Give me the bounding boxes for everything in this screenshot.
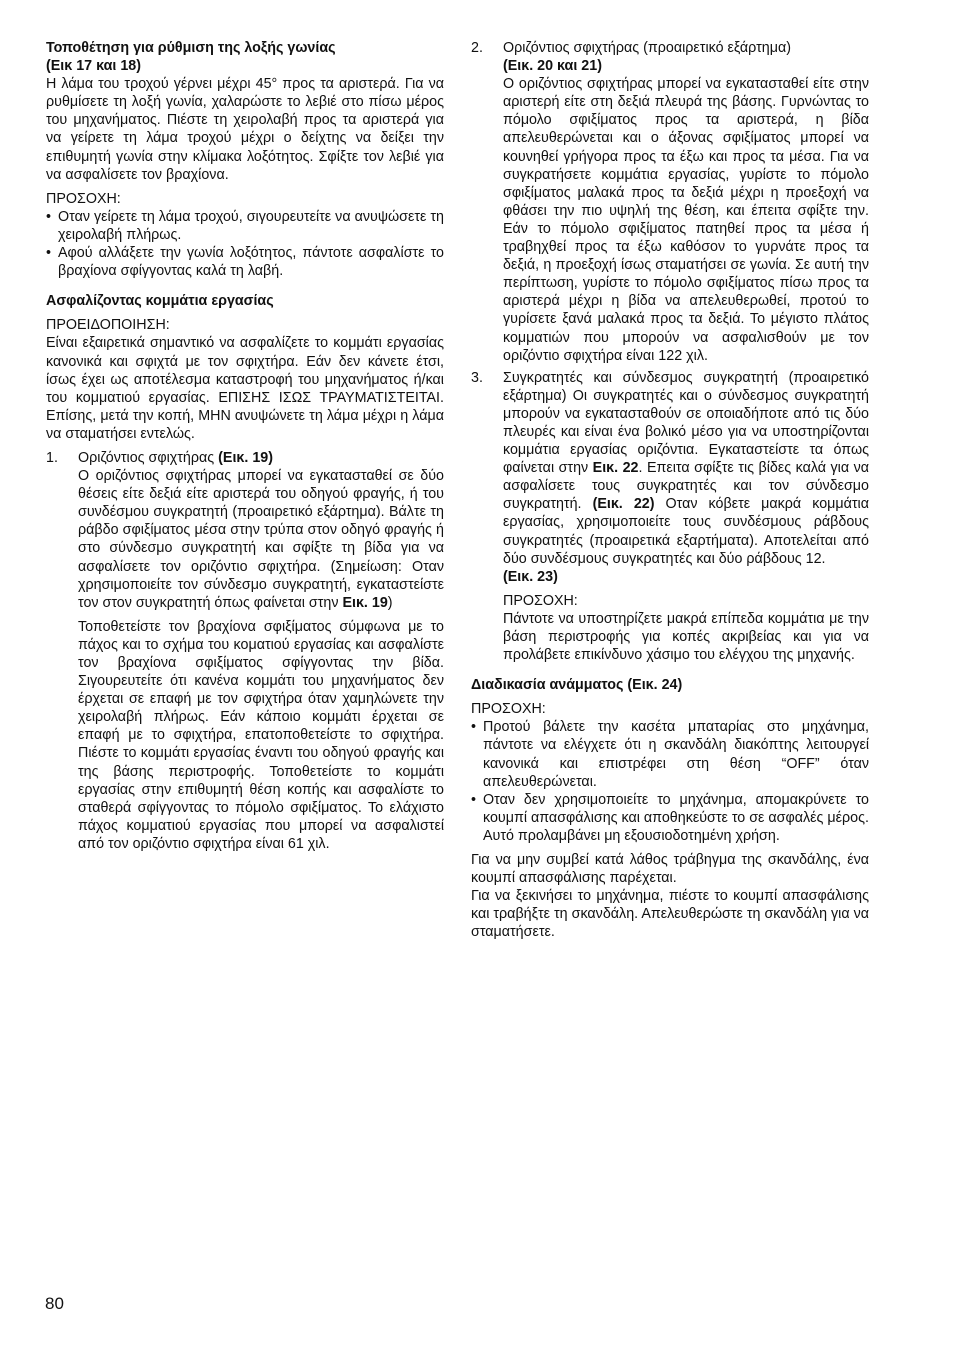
warning-label: ΠΡΟΕΙΔΟΠΟΙΗΣΗ: [46, 317, 170, 334]
caution-label: ΠΡΟΣΟΧΗ: [503, 592, 578, 609]
list-item: • Αφού αλλάξετε την γωνία λοξότητος, πάντοτε ασφαλίστε το βραχίονα σφίγγοντας καλά τη λαβή. [46, 244, 444, 280]
list-item [471, 39, 869, 365]
list-item: • Οταν γείρετε τη λάμα τροχού, σιγουρευτείτε να ανυψώσετε τη χειρολαβή πλήρως. [46, 208, 444, 244]
section-heading-switch: Διαδικασία ανάμματος (Εικ. 24) [471, 677, 683, 694]
item-paragraph: Ο οριζόντιος σφιχτήρας μπορεί να εγκατασταθεί σε δύο θέσεις είτε δεξιά είτε αριστερά του οδηγού φραγής, ή του συνδέσμου συγκρατητή (προαιρετικό εξάρτημα). Βάλτε τη ράβδο σφιξίματος μέσα στην τρύπα στον οδηγό φραγής ή στο σύνδεσμο συγκρατητή και σφίξτε τη βίδα για να ασφαλίσετε τον οριζόντιο σφιχτήρα. (Σημείωση: Οταν χρησιμοποιείτε τον σύνδεσμο συγκρατητή, εγκαταστείστε τον στον συγκρατητή όπως φαίνεται στην Εικ. 19) [78, 468, 444, 611]
caution-label: ΠΡΟΣΟΧΗ: [46, 190, 121, 207]
list-item [46, 449, 444, 853]
right-column [471, 39, 869, 942]
item-paragraph: Ο οριζόντιος σφιχτήρας μπορεί να εγκατασταθεί είτε στην αριστερή είτε στη δεξιά πλευρά της βάσης. Γυρνώντας το πόμολο σφιξίματος προς τα αριστερά, η βίδα απελευθερώνεται και ο άξονας σφιξίματος μπορεί να κουνηθεί γρήγορα προς τα έξω και προς τα μέσα. Για να συγκρατήσετε κομμάτια εργασίας, γυρίστε το πόμολο σφιξίματος μαλακά προς τα δεξιά μέχρι η προεξοχή να φθάσει την πιο υψηλή της θέση, και έπειτα σφίξτε την. Εάν το πόμολο σφιξίματος πατηθεί προς τα μέσα ή τραβηχθεί προς τα έξω καθόσον το γυρνάτε προς τα δεξιά, η προεξοχή ίσως σταματήσει σε γωνία. Σε αυτή την περίπτωση, γυρίστε το πόμολο σφιξίματος πίσω προς τα αριστερά μέχρι η βίδα να απελευθερωθεί, προτού το γυρίσετε ξανά μαλακά προς τα δεξιά. Το μέγιστο πλάτος κομματιών που μπορούν να ασφαλισθούν με τον οριζόντιο σφιχτήρα είναι 122 χιλ. [503, 76, 869, 364]
item-title: Οριζόντιος σφιχτήρας (προαιρετικό εξάρτημα) [503, 40, 791, 56]
switch-paragraph: Για να μην συμβεί κατά λάθος τράβηγμα της σκανδάλης, ένα κουμπί απασφάλισης παρέχεται. [471, 852, 869, 887]
item-number: 3. [471, 369, 483, 386]
item-paragraph: Συγκρατητές και σύνδεσμος συγκρατητή (προαιρετικό εξάρτημα) Οι συγκρατητές και ο σύνδεσμος συγκρατητή μπορούν να εγκατασταθούν σε οποιαδήποτε από τις δύο πλευρές και είναι ένα βολικό μέσο για να υποστηρίζονται κομμάτια εργασίας οριζόντια. Εγκαταστείστε τα όπως φαίνεται στην Εικ. 22. Επειτα σφίξτε τις βίδες καλά για να ασφαλίσετε τους συγκρατητές και τον σύνδεσμο συγκρατητή. (Εικ. 22) Οταν κόβετε μακρά κομμάτια εργασίας, χρησιμοποιείτε τους συνδέσμους ράβδους συγκρατητές (προαιρετικά εξαρτήματα). Αποτελείται από δύο συνδέσμους συγκρατητές και δύο ράβδους 12. [503, 369, 869, 567]
warning-paragraph: Είναι εξαιρετικά σημαντικό να ασφαλίζετε το κομμάτι εργασίας κανονικά και σφιχτά με τον σφιχτήρα. Εάν δεν κάνετε έτσι, ίσως έχει ως αποτέλεσμα καταστροφή του μηχανήματος ή/και του κομματιού εργασίας. ΕΠΙΣΗΣ ΙΣΩΣ ΤΡΑΥΜΑΤΙΣΤΕΙΤΑΙ. Επίσης, μετά την κοπή, ΜΗΝ ανυψώνετε τη λάμα μέχρι η λάμα να σταματήσει εντελώς. [46, 335, 444, 442]
left-column [46, 39, 444, 853]
item-ref: (Εικ. 20 και 21) [503, 58, 602, 75]
section-heading-bevel: Τοποθέτηση για ρύθμιση της λοξής γωνίας [46, 40, 336, 56]
item-number: 1. [46, 449, 58, 466]
caution-label: ΠΡΟΣΟΧΗ: [471, 701, 546, 718]
item-number: 2. [471, 40, 483, 56]
clamp-list-left [46, 449, 444, 853]
section-heading-bevel-ref: (Εικ 17 και 18) [46, 58, 141, 75]
switch-caution-list [471, 718, 869, 845]
page-number: 80 [45, 1294, 64, 1313]
bevel-paragraph: Η λάμα του τροχού γέρνει μέχρι 45° προς τα αριστερά. Για να ρυθμίσετε τη λοξή γωνία, χαλαρώστε το λεβιέ στο πίσω μέρος του μηχανήματος. Πιέστε τη χειρολαβή προς τα αριστερά για να γείρετε τη λάμα τροχού μέχρι ο δείχτης να δείξει την επιθυμητή γωνία στην κλίμακα λοξότητος. Σφίξτε τον λεβιέ για να ασφαλίσετε τον βραχίονα. [46, 76, 444, 183]
list-item: • Οταν δεν χρησιμοποιείτε το μηχάνημα, απομακρύνετε το κουμπί απασφάλισης και αποθηκεύστε το σε ασφαλές μέρος. Αυτό προλαμβάνει μη εξουσιοδοτημένη χρήση. [471, 791, 869, 845]
clamp-list-right [471, 39, 869, 664]
item-title: Οριζόντιος σφιχτήρας (Εικ. 19) [78, 449, 274, 466]
item-ref: (Εικ. 23) [503, 568, 558, 585]
bevel-caution-list [46, 208, 444, 280]
list-item [471, 369, 869, 665]
section-heading-securing: Ασφαλίζοντας κομμάτια εργασίας [46, 293, 274, 310]
item-paragraph: Τοποθετείστε τον βραχίονα σφιξίματος σύμφωνα με το πάχος και το σχήμα του κοματιού εργασίας και ασφαλίστε τον βραχίονα σφιξίματος σφίγγοντας την βίδα. Σιγουρευτείτε ότι κανένα κομμάτι του μηχανήματος δεν έρχεται σε επαφή με τον σφιχτήρα όταν χαμηλώνετε την χειρολαβή πλήρως. Εάν κάποιο κομμάτι έρχεται σε επαφή με το σφιχτήρα, επατοποθετείστε το σφιχτήρα. Πιέστε το κομμάτι εργασίας έναντι του οδηγού φραγής και της βάσης περιστροφής. Τοποθετείστε το κομμάτι εργασίας στην επιθυμητή θέση κοπής και ασφαλίστε το σταθερά σφίγγοντας το πόμολο σφιξίματος. Το ελάχιστο πάχος κομματιού εργασίας που μπορεί να ασφαλιστεί από τον οριζόντιο σφιχτήρα είναι 61 χιλ. [78, 618, 444, 852]
list-item: • Προτού βάλετε την κασέτα μπαταρίας στο μηχάνημα, πάντοτε να ελέγχετε ότι η σκανδάλη διακόπτης λειτουργεί κανονικά και επιστρέφει στη θέση “OFF” όταν απελευθερώνεται. [471, 718, 869, 790]
caution-paragraph: Πάντοτε να υποστηρίζετε μακρά επίπεδα κομμάτια με την βάση περιστροφής για κοπές ακριβείας και για να προλάβετε επικίνδυνο χάσιμο του ελέγχου της μηχανής. [503, 610, 869, 664]
switch-paragraph: Για να ξεκινήσει το μηχάνημα, πιέστε το κουμπί απασφάλισης και τραβήξτε τη σκανδάλη. Απελευθερώστε τη σκανδάλη για να σταματήσετε. [471, 888, 869, 941]
